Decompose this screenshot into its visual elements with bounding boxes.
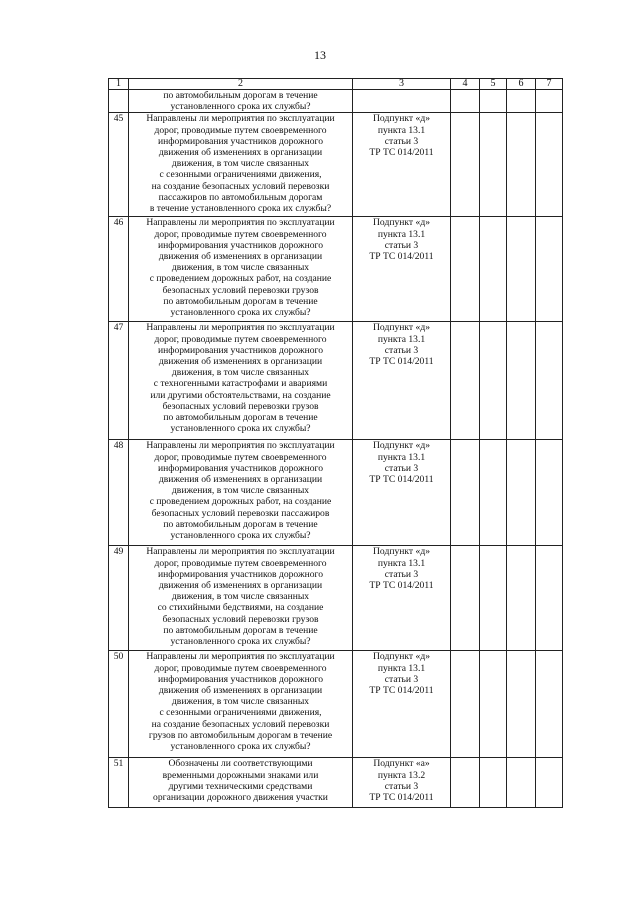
column-header: 1 [109, 79, 129, 90]
answer-cell [536, 546, 563, 651]
legal-reference: Подпункт «д» пункта 13.1 статьи 3 ТР ТС 014/2011 [353, 217, 451, 322]
answer-cell [480, 217, 507, 322]
row-number: 46 [109, 217, 129, 322]
answer-cell [507, 651, 536, 758]
question-text: Направлены ли мероприятия по эксплуатации дорог, проводимые путем своевременного информирования участников дорожного движения об изменениях в организации движения, в том числе связанных с сезонными ограничениями движения, на создание безопасных условий перевозки грузов по автомобильным дорогам в течение установленного срока их службы? [129, 651, 353, 758]
row-number: 45 [109, 113, 129, 217]
answer-cell [507, 758, 536, 808]
legal-reference: Подпункт «д» пункта 13.1 статьи 3 ТР ТС 014/2011 [353, 322, 451, 440]
table-row [109, 113, 563, 217]
answer-cell [507, 546, 536, 651]
legal-reference: Подпункт «д» пункта 13.1 статьи 3 ТР ТС 014/2011 [353, 113, 451, 217]
answer-cell [507, 217, 536, 322]
column-header: 5 [480, 79, 507, 90]
page-number: 13 [314, 48, 326, 62]
question-text: Обозначены ли соответствующими временными дорожными знаками или другими техническими средствами организации дорожного движения участки [129, 758, 353, 808]
question-text: Направлены ли мероприятия по эксплуатации дорог, проводимые путем своевременного информирования участников дорожного движения об изменениях в организации движения, в том числе связанных с сезонными ограничениями движения, на создание безопасных условий перевозки пассажиров по автомобильным дорогам в течение установленного срока их службы? [129, 113, 353, 217]
question-text: Направлены ли мероприятия по эксплуатации дорог, проводимые путем своевременного информирования участников дорожного движения об изменениях в организации движения, в том числе связанных с техногенными катастрофами и авариями или другими обстоятельствами, на создание безопасных условий перевозки грузов по автомобильным дорогам в течение установленного срока их службы? [129, 322, 353, 440]
answer-cell [507, 90, 536, 113]
row-number: 48 [109, 440, 129, 546]
answer-cell [536, 113, 563, 217]
column-header: 2 [129, 79, 353, 90]
column-number-header-row [109, 79, 563, 90]
table-row [109, 217, 563, 322]
answer-cell [451, 440, 480, 546]
answer-cell [507, 322, 536, 440]
answer-cell [480, 113, 507, 217]
column-header: 6 [507, 79, 536, 90]
answer-cell [451, 651, 480, 758]
table-row [109, 651, 563, 758]
answer-cell [480, 651, 507, 758]
answer-cell [451, 758, 480, 808]
table-row [109, 322, 563, 440]
answer-cell [451, 113, 480, 217]
row-number [109, 90, 129, 113]
answer-cell [480, 440, 507, 546]
legal-reference: Подпункт «а» пункта 13.2 статьи 3 ТР ТС 014/2011 [353, 758, 451, 808]
legal-reference: Подпункт «д» пункта 13.1 статьи 3 ТР ТС 014/2011 [353, 651, 451, 758]
question-text: Направлены ли мероприятия по эксплуатации дорог, проводимые путем своевременного информирования участников дорожного движения об изменениях в организации движения, в том числе связанных с проведением дорожных работ, на создание безопасных условий перевозки пассажиров по автомобильным дорогам в течение установленного срока их службы? [129, 440, 353, 546]
answer-cell [480, 758, 507, 808]
column-header: 4 [451, 79, 480, 90]
answer-cell [451, 546, 480, 651]
answer-cell [480, 322, 507, 440]
answer-cell [480, 90, 507, 113]
answer-cell [451, 90, 480, 113]
answer-cell [536, 322, 563, 440]
table-row [109, 440, 563, 546]
question-text: по автомобильным дорогам в течение установленного срока их службы? [129, 90, 353, 113]
row-number: 49 [109, 546, 129, 651]
legal-reference: Подпункт «д» пункта 13.1 статьи 3 ТР ТС 014/2011 [353, 546, 451, 651]
answer-cell [507, 440, 536, 546]
question-text: Направлены ли мероприятия по эксплуатации дорог, проводимые путем своевременного информирования участников дорожного движения об изменениях в организации движения, в том числе связанных с проведением дорожных работ, на создание безопасных условий перевозки грузов по автомобильным дорогам в течение установленного срока их службы? [129, 217, 353, 322]
column-header: 3 [353, 79, 451, 90]
answer-cell [536, 217, 563, 322]
answer-cell [536, 440, 563, 546]
table-row [109, 758, 563, 808]
table-row [109, 546, 563, 651]
requirements-checklist-table [108, 78, 563, 808]
row-number: 47 [109, 322, 129, 440]
answer-cell [536, 90, 563, 113]
answer-cell [451, 217, 480, 322]
question-text: Направлены ли мероприятия по эксплуатации дорог, проводимые путем своевременного информирования участников дорожного движения об изменениях в организации движения, в том числе связанных со стихийными бедствиями, на создание безопасных условий перевозки грузов по автомобильным дорогам в течение установленного срока их службы? [129, 546, 353, 651]
answer-cell [451, 322, 480, 440]
legal-reference: Подпункт «д» пункта 13.1 статьи 3 ТР ТС 014/2011 [353, 440, 451, 546]
answer-cell [480, 546, 507, 651]
row-number: 50 [109, 651, 129, 758]
row-number: 51 [109, 758, 129, 808]
answer-cell [536, 758, 563, 808]
legal-reference [353, 90, 451, 113]
table-row [109, 90, 563, 113]
answer-cell [536, 651, 563, 758]
column-header: 7 [536, 79, 563, 90]
answer-cell [507, 113, 536, 217]
